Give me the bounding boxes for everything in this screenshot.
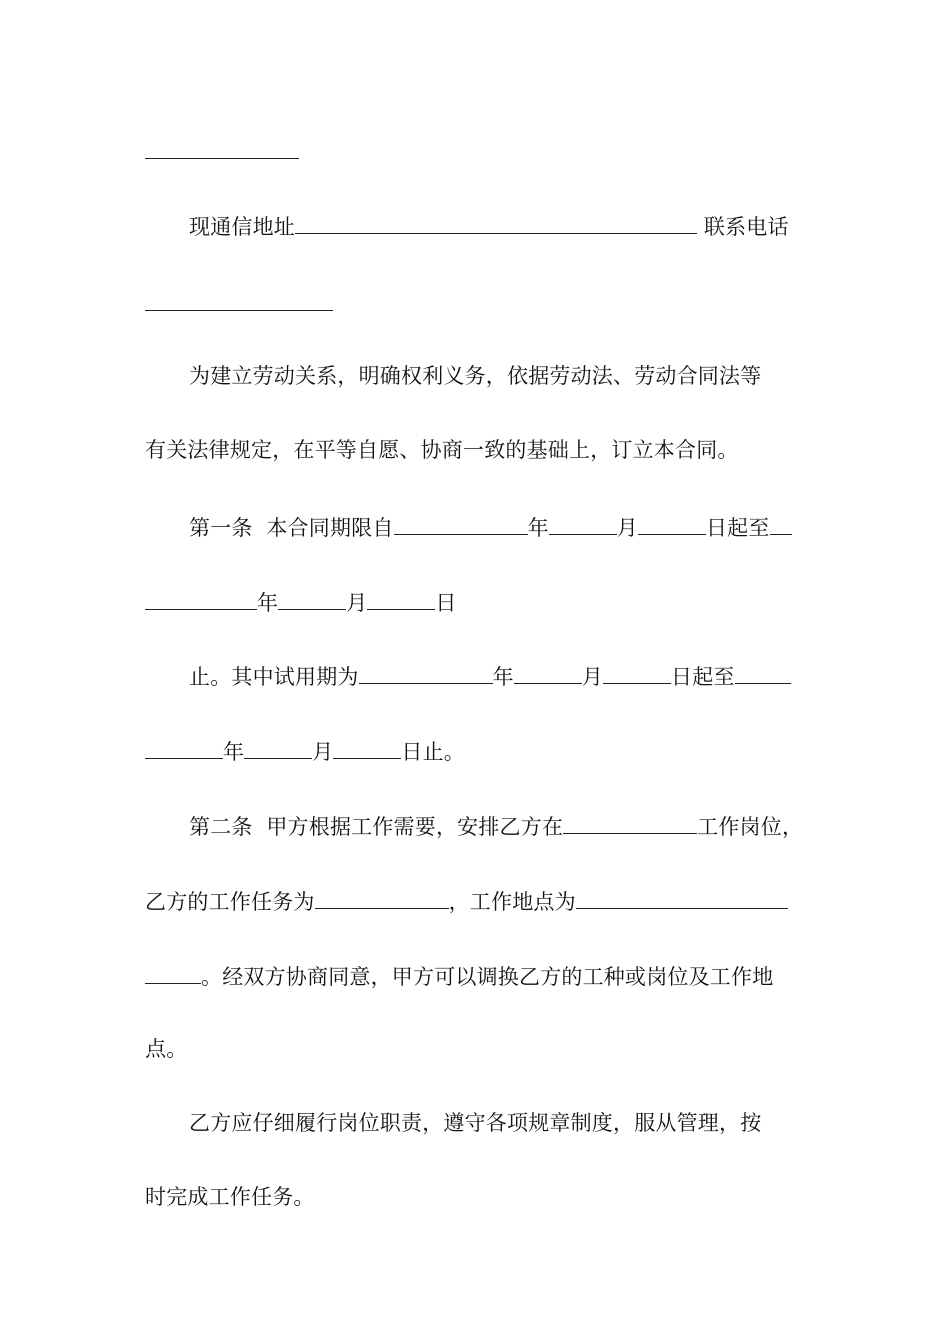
day-label: 日: [435, 591, 457, 615]
paragraph-line: 点。: [145, 1037, 188, 1061]
location-label: ，工作地点为: [448, 890, 576, 914]
task-label: 乙方的工作任务为: [145, 890, 315, 914]
article-1-line: [145, 587, 457, 617]
probation-line: [145, 736, 465, 766]
position-blank: [563, 811, 697, 834]
location-blank: [145, 961, 201, 984]
day-blank: [603, 661, 671, 684]
day-label: 日起至: [705, 516, 770, 540]
paragraph-line: 有关法律规定，在平等自愿、协商一致的基础上，订立本合同。: [145, 438, 739, 462]
month-label: 月: [616, 516, 638, 540]
article-2-line: [145, 886, 788, 916]
year-blank: [145, 587, 257, 610]
year-label: 年: [527, 516, 549, 540]
task-blank: [315, 886, 449, 909]
address-blank: [295, 211, 697, 234]
month-blank: [278, 587, 346, 610]
month-label: 月: [312, 740, 334, 764]
year-label: 年: [223, 740, 245, 764]
month-blank: [514, 661, 582, 684]
day-label: 日止。: [401, 740, 466, 764]
day-blank: [367, 587, 435, 610]
month-label: 月: [346, 591, 368, 615]
paragraph-line: 为建立劳动关系，明确权利义务，依据劳动法、劳动合同法等: [189, 364, 762, 388]
probation-label: 止。其中试用期为: [189, 665, 359, 689]
month-blank: [549, 512, 617, 535]
probation-line: [189, 661, 791, 691]
year-label: 年: [257, 591, 279, 615]
paragraph-line: 时完成工作任务。: [145, 1185, 315, 1209]
location-blank: [576, 886, 788, 909]
paragraph-line: 乙方应仔细履行岗位职责，遵守各项规章制度，服从管理，按: [189, 1111, 762, 1135]
year-blank: [735, 661, 791, 684]
article-2-label: 第二条 甲方根据工作需要，安排乙方在: [189, 815, 564, 839]
year-blank: [145, 736, 223, 759]
day-blank: [638, 512, 706, 535]
year-label: 年: [492, 665, 514, 689]
address-label: 现通信地址: [189, 215, 295, 239]
paragraph-text: 。经双方协商同意，甲方可以调换乙方的工种或岗位及工作地: [201, 965, 774, 989]
year-blank: [770, 512, 792, 535]
year-blank: [359, 661, 493, 684]
article-2-line: [189, 811, 803, 841]
blank-line: [145, 158, 299, 159]
day-label: 日起至: [671, 665, 735, 689]
article-2-line: [145, 961, 773, 991]
position-label: 工作岗位，: [697, 815, 804, 839]
article-1-line: [189, 512, 792, 542]
phone-label: 联系电话: [703, 215, 789, 239]
address-phone-line: [189, 211, 789, 241]
phone-blank: [145, 310, 333, 311]
day-blank: [333, 736, 401, 759]
month-blank: [244, 736, 312, 759]
year-blank: [394, 512, 528, 535]
article-1-label: 第一条 本合同期限自: [189, 516, 394, 540]
month-label: 月: [581, 665, 604, 689]
